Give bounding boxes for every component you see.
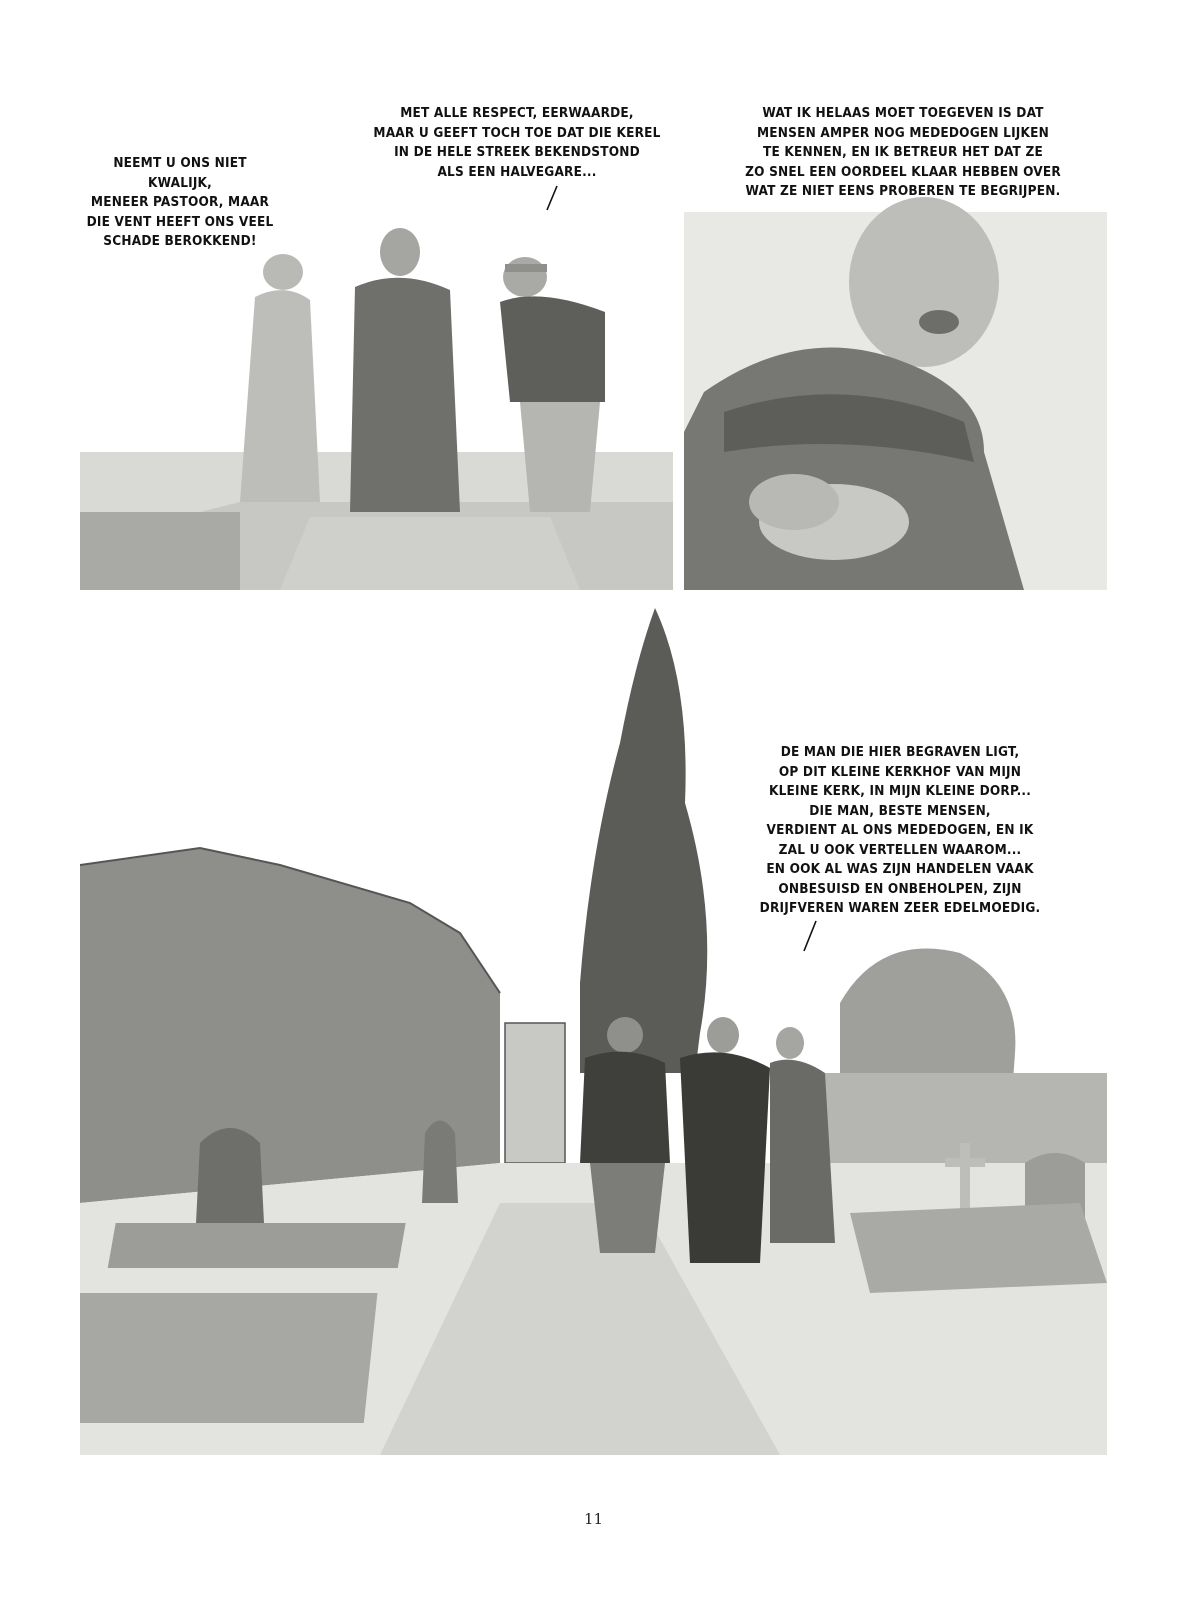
panel-3-illustration (80, 603, 1107, 1455)
speech-balloon-priest-graveyard: DE MAN DIE HIER BEGRAVEN LIGT, OP DIT KLEINE KERKHOF VAN MIJN KLEINE KERK, IN MIJN KLEINE DORP... DIE MAN, BESTE MENSEN, VERDIENT AL ONS MEDEDOGEN, EN IK ZAL U OOK VERTELLEN WAAROM... EN OOK AL WAS ZIJN HANDELEN VAAK ONBESUISD EN ONBEHOLPEN, ZIJN DRIJFVEREN WAREN ZEER EDELMOEDIG. (759, 744, 1041, 916)
panel-3 (80, 603, 1107, 1455)
speech-balloon-priest: WAT IK HELAAS MOET TOEGEVEN IS DAT MENSEN AMPER NOG MEDEDOGEN LIJKEN TE KENNEN, EN IK BETREUR HET DAT ZE ZO SNEL EEN OORDEEL KLAAR HEBBEN OVER WAT ZE NIET EENS PROBEREN TE BEGRIJPEN. (745, 105, 1061, 199)
speech-balloon-man: MET ALLE RESPECT, EERWAARDE, MAAR U GEEFT TOCH TOE DAT DIE KEREL IN DE HELE STREEK BEKENDSTOND ALS EEN HALVEGARE... (373, 105, 661, 180)
page-number: 11 (583, 1510, 604, 1528)
panel-1 (80, 72, 673, 590)
panel-2 (684, 72, 1107, 590)
balloon-tail (543, 184, 563, 214)
speech-balloon-woman: NEEMT U ONS NIET KWALIJK, MENEER PASTOOR, MAAR DIE VENT HEEFT ONS VEEL SCHADE BEROKKEND! (86, 155, 274, 249)
balloon-tail (800, 919, 820, 955)
